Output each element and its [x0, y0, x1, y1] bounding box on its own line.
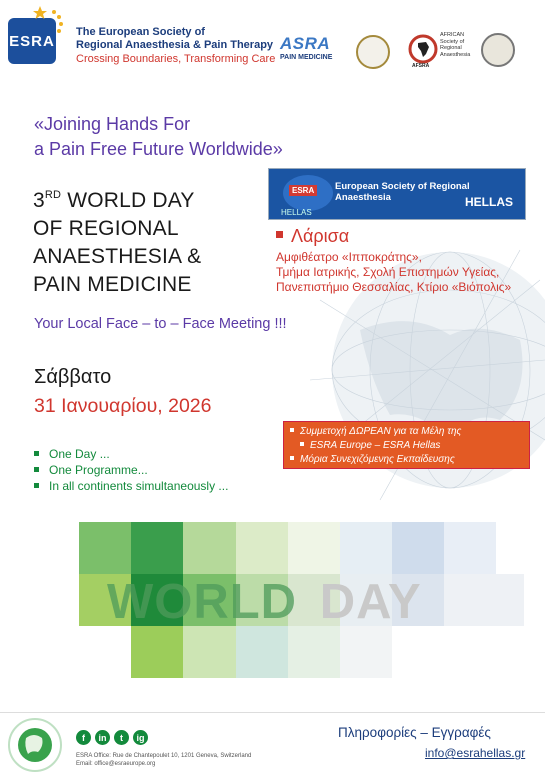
linkedin-icon[interactable]: in — [95, 730, 110, 745]
asra-logo: ASRA PAIN MEDICINE — [280, 34, 333, 61]
org-name: The European Society of Regional Anaesthesia & Pain Therapy — [76, 26, 274, 51]
free-participation-box: Συμμετοχή ΔΩΡΕΑΝ για τα Μέλη της ESRA Europe – ESRA Hellas Μόρια Συνεχιζόμενης Εκπαίδευσης — [283, 421, 530, 469]
event-day: Σάββατο — [34, 366, 112, 388]
society-emblem-logo — [481, 33, 515, 67]
event-title: 3RD WORLD DAY OF REGIONAL ANAESTHESIA & PAIN MEDICINE — [33, 189, 202, 296]
event-date: 31 Ιανουαρίου, 2026 — [34, 395, 212, 417]
social-links — [76, 730, 148, 745]
esra-hellas-banner: ESRA HELLAS European Society of Regional Anaesthesia HELLAS — [268, 168, 526, 220]
list-item: One Day ... — [34, 446, 228, 462]
footer-divider — [0, 712, 545, 713]
feature-list — [34, 446, 228, 494]
globe-seal-icon — [4, 716, 66, 774]
office-address: ESRA Office: Rue de Chantepoulet 10, 1201 Geneva, Switzerland Email: office@esraeurope.org — [76, 753, 252, 767]
org-tagline: Crossing Boundaries, Transforming Care — [76, 53, 276, 65]
world-day-text: WORLD DAY — [107, 575, 422, 629]
contact-email-link[interactable]: info@esrahellas.gr — [425, 746, 526, 760]
twitter-icon[interactable]: t — [114, 730, 129, 745]
afsra-logo: AFRICAN Society of Regional Anaesthesia AFSRA — [408, 32, 472, 70]
meeting-tagline: Your Local Face – to – Face Meeting !!! — [34, 316, 287, 332]
facebook-icon[interactable]: f — [76, 730, 91, 745]
list-item: In all continents simultaneously ... — [34, 478, 228, 494]
city-label: Λάρισα — [276, 226, 349, 247]
list-item: One Programme... — [34, 462, 228, 478]
instagram-icon[interactable]: ig — [133, 730, 148, 745]
eu-stars-icon — [30, 4, 70, 34]
slogan: «Joining Hands For a Pain Free Future Worldwide» — [34, 114, 283, 159]
partner-seal-logo — [356, 35, 390, 69]
venue-address: Αμφιθέατρο «Ιπποκράτης», Τμήμα Ιατρικής, Σχολή Επιστημών Υγείας, Πανεπιστήμιο Θεσσαλίας, Κτίριο «Βιόπολις» — [276, 250, 512, 294]
esra-logo: ESRA — [8, 18, 56, 64]
africa-globe-icon — [408, 34, 438, 64]
info-registration-title: Πληροφορίες – Εγγραφές — [338, 725, 491, 740]
